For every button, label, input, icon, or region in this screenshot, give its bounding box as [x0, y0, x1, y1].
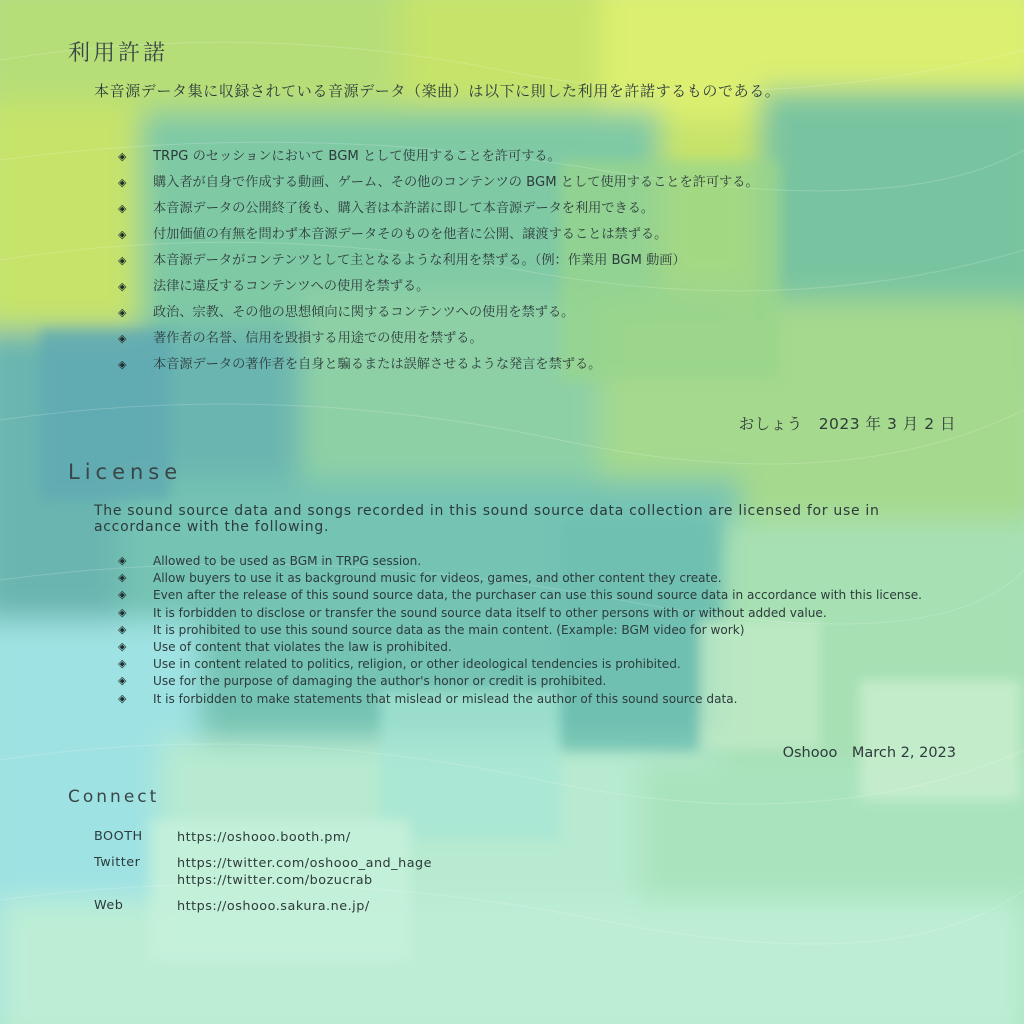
terms-ja-item-text: 本音源データの著作者を自身と騙るまたは誤解させるような発言を禁ずる。 — [153, 357, 602, 372]
diamond-bullet-icon: ◈ — [118, 280, 127, 293]
terms-heading-ja: 利用許諾 — [68, 41, 169, 66]
booth-link[interactable]: https://oshooo.booth.pm/ — [177, 830, 351, 845]
terms-ja-item — [118, 250, 759, 276]
license-intro: The sound source data and songs recorded in this sound source data collection are licensed for use in accordance with the following. — [94, 503, 880, 535]
diamond-bullet-icon: ◈ — [118, 306, 127, 319]
terms-ja-item — [118, 354, 759, 380]
diamond-bullet-icon: ◈ — [118, 150, 127, 163]
terms-ja-item-text: 付加価値の有無を問わず本音源データそのものを他者に公開、譲渡することは禁ずる。 — [153, 227, 668, 242]
diamond-bullet-icon: ◈ — [118, 674, 127, 688]
diamond-bullet-icon: ◈ — [118, 622, 127, 636]
license-item-text: Use in content related to politics, religion, or other ideological tendencies is prohibited. — [153, 657, 681, 672]
license-item-text: Use for the purpose of damaging the author's honor or credit is prohibited. — [153, 674, 607, 689]
license-item — [118, 622, 958, 639]
connect-heading: Connect — [68, 787, 160, 807]
terms-ja-item-text: 政治、宗教、その他の思想傾向に関するコンテンツへの使用を禁ずる。 — [153, 305, 575, 320]
license-item — [118, 587, 958, 604]
license-item — [118, 553, 958, 570]
terms-ja-item-text: 購入者が自身で作成する動画、ゲーム、その他のコンテンツの BGM として使用することを許可する。 — [153, 175, 759, 190]
terms-ja-item — [118, 328, 759, 354]
license-item — [118, 673, 958, 690]
twitter-link-2[interactable]: https://twitter.com/bozucrab — [177, 873, 373, 888]
terms-ja-item — [118, 172, 759, 198]
diamond-bullet-icon: ◈ — [118, 228, 127, 241]
license-item-text: It is forbidden to make statements that mislead or mislead the author of this sound source data. — [153, 691, 738, 706]
terms-ja-item — [118, 276, 759, 302]
terms-ja-item — [118, 224, 759, 250]
terms-ja-item-text: 法律に違反するコンテンツへの使用を禁ずる。 — [153, 279, 430, 294]
license-item — [118, 605, 958, 622]
terms-ja-item — [118, 302, 759, 328]
license-item — [118, 570, 958, 587]
twitter-link-1[interactable]: https://twitter.com/oshooo_and_hage — [177, 856, 433, 871]
diamond-bullet-icon: ◈ — [118, 358, 127, 371]
diamond-bullet-icon: ◈ — [118, 588, 127, 602]
license-item-text: Allowed to be used as BGM in TRPG session. — [153, 554, 422, 568]
diamond-bullet-icon: ◈ — [118, 176, 127, 189]
license-item — [118, 639, 958, 656]
terms-intro-ja: 本音源データ集に収録されている音源データ（楽曲）は以下に則した利用を許諾するものである。 — [94, 82, 781, 100]
diamond-bullet-icon: ◈ — [118, 554, 127, 567]
terms-ja-item-text: 本音源データがコンテンツとして主となるような利用を禁ずる。（例：作業用 BGM 動画） — [153, 253, 686, 268]
license-item-text: It is forbidden to disclose or transfer the sound source data itself to other persons with or without added value. — [153, 605, 827, 620]
terms-ja-item — [118, 146, 759, 172]
terms-ja-item-text: TRPG のセッションにおいて BGM として使用することを許可する。 — [153, 149, 561, 164]
terms-ja-item-text: 著作者の名誉、信用を毀損する用途での使用を禁ずる。 — [153, 331, 483, 346]
signature-en: Oshooo March 2, 2023 — [782, 745, 956, 761]
terms-ja-item-text: 本音源データの公開終了後も、購入者は本許諾に即して本音源データを利用できる。 — [153, 201, 655, 216]
diamond-bullet-icon: ◈ — [118, 332, 127, 345]
license-heading: License — [68, 460, 183, 484]
diamond-bullet-icon: ◈ — [118, 605, 127, 619]
diamond-bullet-icon: ◈ — [118, 657, 127, 671]
license-item — [118, 656, 958, 673]
diamond-bullet-icon: ◈ — [118, 639, 127, 653]
signature-ja: おしょう 2023 年 3 月 2 日 — [738, 415, 956, 433]
twitter-label: Twitter — [94, 855, 141, 870]
license-item — [118, 691, 958, 708]
diamond-bullet-icon: ◈ — [118, 202, 127, 215]
license-list — [118, 553, 958, 708]
license-item-text: Use of content that violates the law is prohibited. — [153, 639, 452, 654]
diamond-bullet-icon: ◈ — [118, 254, 127, 267]
terms-list-ja — [118, 146, 759, 380]
booth-label: BOOTH — [94, 829, 143, 844]
license-item-text: It is prohibited to use this sound source data as the main content. (Example: BGM video for work) — [153, 622, 745, 637]
license-item-text: Even after the release of this sound source data, the purchaser can use this sound source data in accordance with this license. — [153, 588, 923, 603]
license-item-text: Allow buyers to use it as background music for videos, games, and other content they create. — [153, 571, 722, 586]
web-link[interactable]: https://oshooo.sakura.ne.jp/ — [177, 899, 370, 914]
terms-ja-item — [118, 198, 759, 224]
diamond-bullet-icon: ◈ — [118, 571, 127, 585]
diamond-bullet-icon: ◈ — [118, 691, 127, 705]
web-label: Web — [94, 898, 124, 913]
